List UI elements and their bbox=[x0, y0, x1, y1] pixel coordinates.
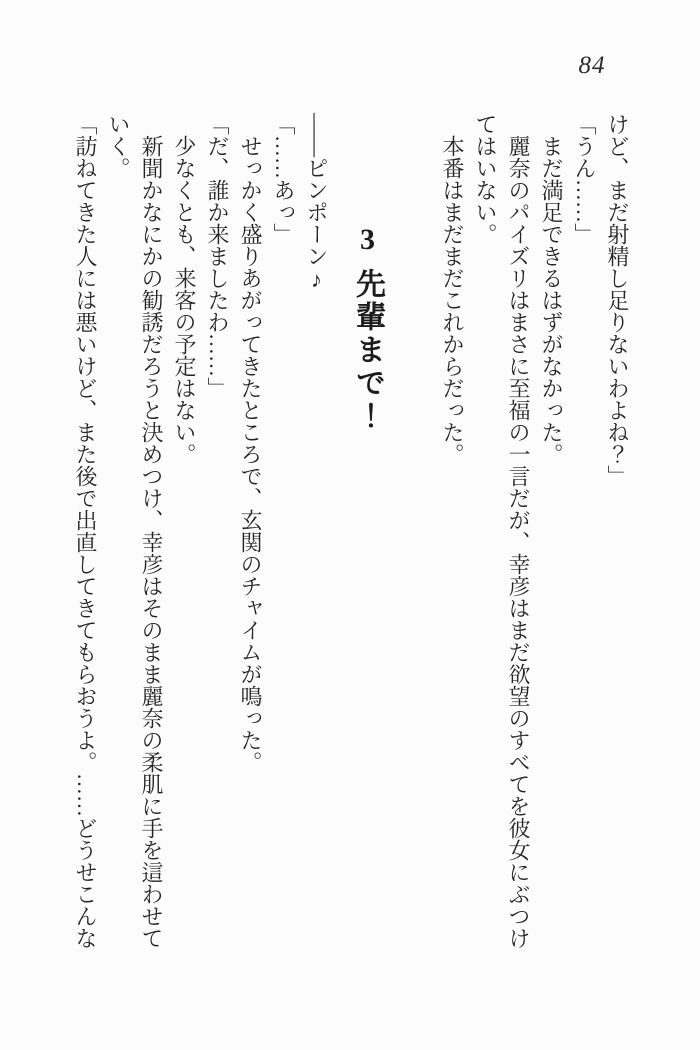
paragraph-line: ――ピンポーン♪ bbox=[304, 113, 329, 292]
paragraph-line: せっかく盛りあがってきたところで、玄関のチャイムが鳴った。 bbox=[238, 135, 263, 773]
chapter-heading bbox=[345, 113, 390, 960]
paragraph-line: 「うん……」 bbox=[572, 113, 597, 245]
paragraph-line: 「訪ねてきた人には悪いけど、また後で出直してきてもらおうよ。……どうせこんな bbox=[73, 113, 98, 949]
paragraph-line: 少なくとも、来客の予定はない。 bbox=[172, 135, 197, 465]
chapter-title: 先輩まで！ bbox=[351, 268, 384, 433]
paragraph-line: 新聞かなにかの勧誘だろうと決めつけ、幸彦はそのまま麗奈の柔肌に手を這わせていく。 bbox=[106, 113, 164, 949]
text-flow bbox=[69, 113, 634, 960]
paragraph-line: 麗奈のパイズリはまさに至福の一言だが、幸彦はまだ欲望のすべてを彼女にぶつけてはいない。 bbox=[473, 113, 531, 949]
paragraph-line: けど、まだ射精し足りないわよね？」 bbox=[605, 113, 630, 487]
paragraph-line: まだ満足できるはずがなかった。 bbox=[539, 135, 564, 465]
paragraph-line: 「……あっ」 bbox=[271, 113, 296, 245]
paragraph-line: 本番はまだまだこれからだった。 bbox=[440, 135, 465, 465]
page-number: 84 bbox=[578, 52, 606, 79]
paragraph-line: 「だ、誰か来ましたわ……」 bbox=[205, 113, 230, 399]
chapter-number: 3 bbox=[351, 223, 384, 256]
